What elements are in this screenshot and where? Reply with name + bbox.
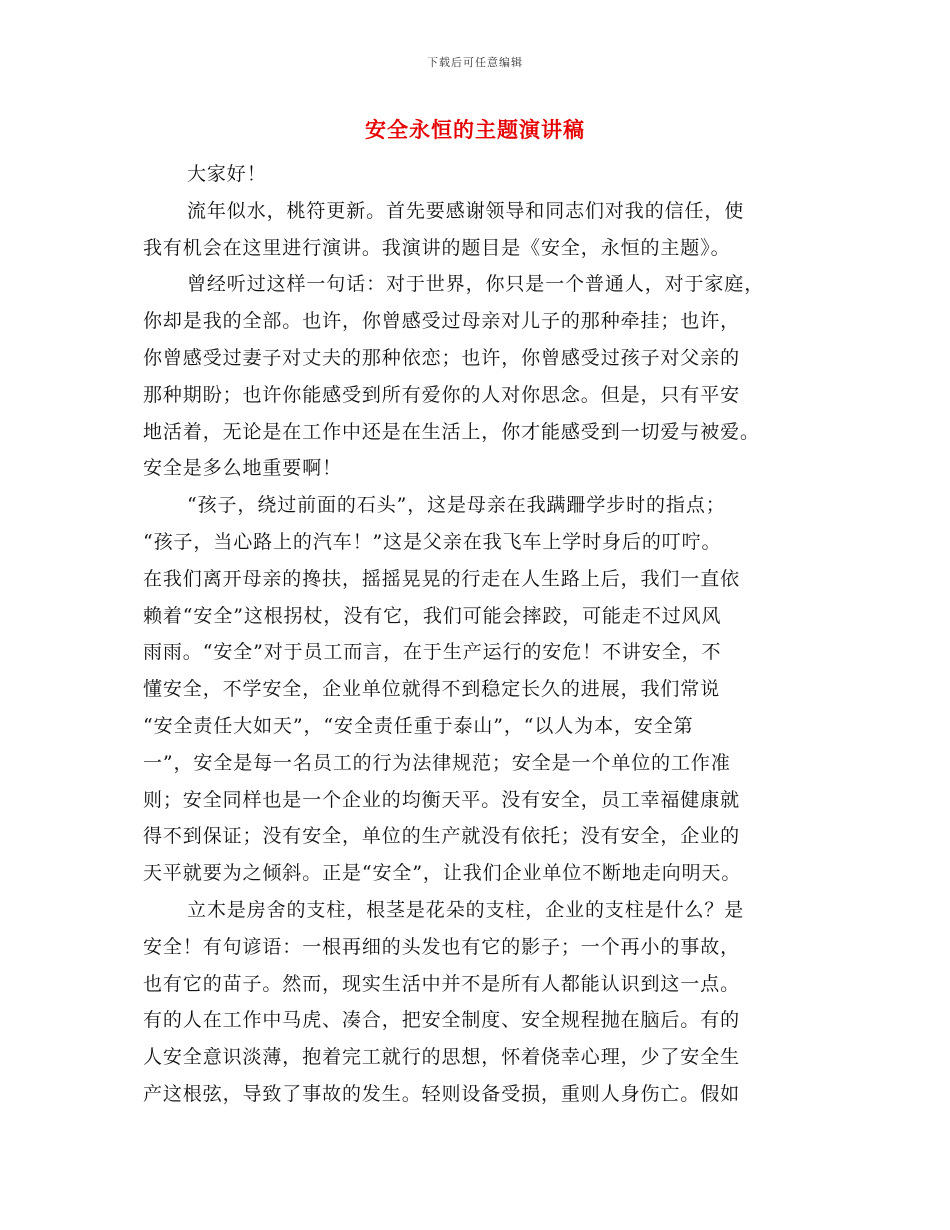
body-line: 那种期盼；也许你能感受到所有爱你的人对你思念。但是，只有平安: [143, 383, 741, 406]
body-line: 天平就要为之倾斜。正是“安全”，让我们企业单位不断地走向明天。: [143, 862, 742, 885]
body-line: 大家好！: [187, 163, 267, 185]
body-line: 你却是我的全部。也许，你曾感受过母亲对儿子的那种牵挂；也许，: [143, 310, 741, 333]
body-line: 一”，安全是每一名员工的行为法律规范；安全是一个单位的工作准: [143, 751, 731, 774]
body-line: 产这根弦，导致了事故的发生。轻则设备受损，重则人身伤亡。假如: [143, 1082, 741, 1105]
body-line: 我有机会在这里进行演讲。我演讲的题目是《安全，永恒的主题》。: [143, 236, 731, 259]
body-line: 得不到保证；没有安全，单位的生产就没有依托；没有安全，企业的: [143, 825, 741, 848]
body-line: 雨雨。“安全”对于员工而言，在于生产运行的安危！不讲安全，不: [143, 641, 722, 664]
body-line: 懂安全，不学安全，企业单位就得不到稳定长久的进展，我们常说: [143, 678, 721, 701]
body-line: 安全！有句谚语：一根再细的头发也有它的影子；一个再小的事故，: [143, 935, 741, 958]
body-line: 安全是多么地重要啊！: [143, 457, 343, 480]
body-line: 流年似水，桃符更新。首先要感谢领导和同志们对我的信任，使: [187, 199, 745, 222]
header-note: 下载后可任意编辑: [427, 56, 523, 69]
body-line: “孩子，当心路上的汽车！”这是父亲在我飞车上学时身后的叮咛。: [143, 530, 722, 553]
body-line: “孩子，绕过前面的石头”，这是母亲在我蹒跚学步时的指点；: [187, 494, 726, 517]
body-line: 也有它的苗子。然而，现实生活中并不是所有人都能认识到这一点。: [143, 972, 741, 995]
body-line: 人安全意识淡薄，抱着完工就行的思想，怀着侥幸心理，少了安全生: [143, 1046, 741, 1069]
document-title: 安全永恒的主题演讲稿: [365, 117, 585, 142]
document-body: [143, 156, 798, 1113]
body-line: “安全责任大如天”，“安全责任重于泰山”，“以人为本，安全第: [143, 714, 694, 737]
body-line: 你曾感受过妻子对丈夫的那种依恋；也许，你曾感受过孩子对父亲的: [143, 346, 741, 369]
body-line: 则；安全同样也是一个企业的均衡天平。没有安全，员工幸福健康就: [143, 788, 741, 811]
body-line: 立木是房舍的支柱，根茎是花朵的支柱，企业的支柱是什么？是: [187, 898, 745, 921]
body-line: 在我们离开母亲的搀扶，摇摇晃晃的行走在人生路上后，我们一直依: [143, 567, 741, 590]
body-line: 曾经听过这样一句话：对于世界，你只是一个普通人，对于家庭，: [187, 273, 765, 296]
body-line: 地活着，无论是在工作中还是在生活上，你才能感受到一切爱与被爱。: [143, 420, 760, 443]
body-line: 赖着“安全”这根拐杖，没有它，我们可能会摔跤，可能走不过风风: [143, 604, 722, 627]
body-line: 有的人在工作中马虎、凑合，把安全制度、安全规程抛在脑后。有的: [143, 1009, 741, 1032]
